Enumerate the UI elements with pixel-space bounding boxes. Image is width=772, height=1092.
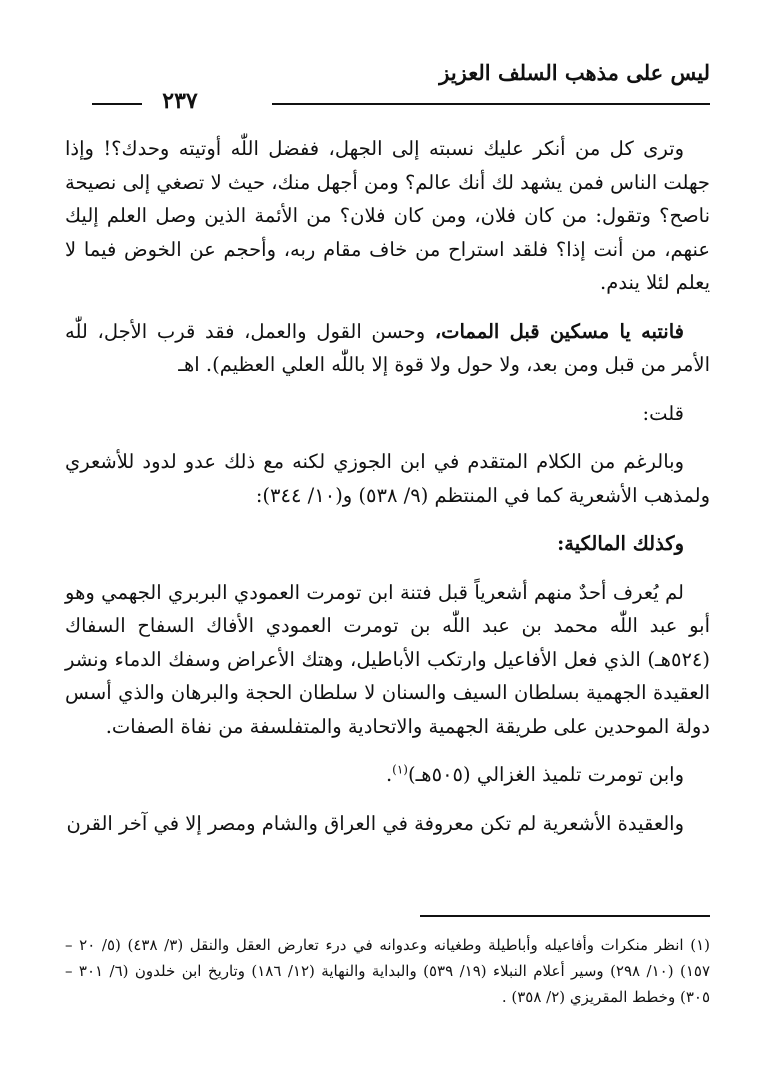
paragraph-3: قلت: [642, 401, 684, 425]
header-rule [272, 103, 710, 105]
footnote [65, 932, 710, 1010]
running-header-title: ليس على مذهب السلف العزيز [439, 60, 710, 85]
paragraph-7: والعقيدة الأشعرية لم تكن معروفة في العراق والشام ومصر إلا في آخر القرن [66, 811, 684, 835]
footnote-marker: (١) [392, 762, 408, 777]
paragraph-6-end: . [385, 763, 393, 786]
paragraph-2 [65, 315, 710, 382]
paragraph-5: لم يُعرف أحدٌ منهم أشعرياً قبل فتنة ابن تومرت العمودي البربري الجهمي وهو أبو عبد اللّٰه محمد بن عبد اللّٰه بن تومرت العمودي الأفاك السفاح السفاك (٥٢٤هـ) الذي فعل الأفاعيل وارتكب الأباطيل، وهتك الأعراض وسفك الدماء ونشر العقيدة الجهمية بسلطان السيف والسنان لا سلطان الحجة والبرهان والذي أسس دولة الموحدين على طريقة الجهمية والاتحادية والمتفلسفة من نفاة الصفات. [65, 580, 710, 738]
paragraph-1: وترى كل من أنكر عليك نسبته إلى الجهل، ففضل اللّٰه أوتيته وحدك؟! وإذا جهلت الناس فمن يشهد لك أنك عالم؟ ومن أجهل منك، حيث لا تصغي إلى نصيحة ناصح؟ وتقول: من كان فلان، ومن كان فلان؟ من الأئمة الذين وصل العلم إليك عنهم، من أنت إذا؟ فلقد استراح من خاف مقام ربه، وأحجم عن الخوض فيما لا يعلم لئلا يندم. [65, 137, 710, 294]
main-text [65, 132, 710, 855]
paragraph-6-text: وابن تومرت تلميذ الغزالي (٥٠٥هـ) [407, 763, 684, 786]
paragraph-6 [65, 758, 710, 792]
header-rule-short [92, 103, 142, 105]
paragraph-2-bold: فانتبه يا مسكين قبل الممات، [434, 319, 685, 343]
paragraph-4: وبالرغم من الكلام المتقدم في ابن الجوزي لكنه مع ذلك عدو لدود للأشعري ولمذهب الأشعرية كما في المنتظم (٩/ ٥٣٨) و(١٠/ ٣٤٤): [65, 450, 710, 507]
paragraph-2-rest: وحسن القول والعمل، فقد قرب الأجل، للّٰه الأمر من قبل ومن بعد، ولا حول ولا قوة إلا باللّٰه العلي العظيم). اهـ [65, 319, 710, 376]
page-number: ٢٣٧ [162, 88, 198, 114]
footnote-text: (١) انظر منكرات وأفاعيله وأباطيلة وطغيانه وعدوانه في درء تعارض العقل والنقل (٣/ ٤٣٨) (٥/ ٢٠ – ١٥٧) (١٠/ ٢٩٨) وسير أعلام النبلاء (١٩/ ٥٣٩) والبداية والنهاية (١٢/ ١٨٦) وتاريخ ابن خلدون (٦/ ٣٠١ – ٣٠٥) وخطط المقريزي (٢/ ٣٥٨) . [65, 936, 710, 1006]
section-heading: وكذلك المالكية: [557, 532, 684, 555]
footnote-rule [420, 915, 710, 917]
